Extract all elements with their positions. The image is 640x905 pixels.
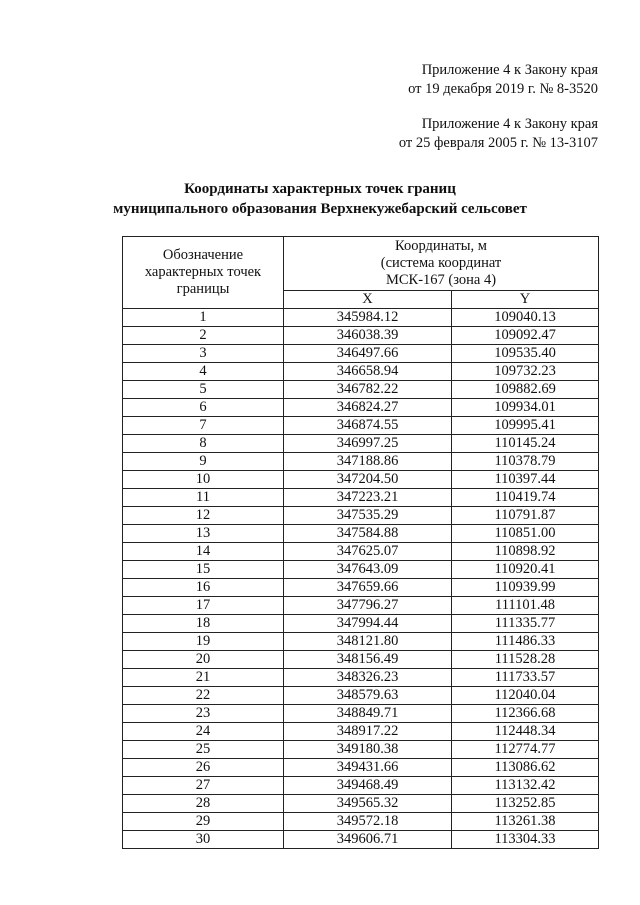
point-number: 25	[123, 741, 284, 759]
x-value: 347643.09	[284, 561, 452, 579]
x-value: 348121.80	[284, 633, 452, 651]
x-value: 347994.44	[284, 615, 452, 633]
point-number: 13	[123, 525, 284, 543]
x-value: 349180.38	[284, 741, 452, 759]
y-value: 109995.41	[452, 417, 599, 435]
coordinates-table	[122, 236, 599, 849]
document-title	[0, 179, 640, 219]
point-number: 11	[123, 489, 284, 507]
x-value: 349606.71	[284, 831, 452, 849]
y-value: 109732.23	[452, 363, 599, 381]
point-number: 28	[123, 795, 284, 813]
table-row	[123, 381, 599, 399]
point-number: 14	[123, 543, 284, 561]
x-value: 347659.66	[284, 579, 452, 597]
y-value: 112448.34	[452, 723, 599, 741]
y-value: 111528.28	[452, 651, 599, 669]
x-value: 347625.07	[284, 543, 452, 561]
point-number: 5	[123, 381, 284, 399]
x-value: 347535.29	[284, 507, 452, 525]
table-row	[123, 363, 599, 381]
y-value: 111101.48	[452, 597, 599, 615]
x-value: 348156.49	[284, 651, 452, 669]
point-number: 9	[123, 453, 284, 471]
point-number: 2	[123, 327, 284, 345]
x-value: 348579.63	[284, 687, 452, 705]
x-value: 348326.23	[284, 669, 452, 687]
y-value: 112774.77	[452, 741, 599, 759]
x-value: 349431.66	[284, 759, 452, 777]
point-number: 18	[123, 615, 284, 633]
table-row	[123, 777, 599, 795]
point-number: 15	[123, 561, 284, 579]
annex-reference-new	[408, 61, 598, 99]
y-value: 110791.87	[452, 507, 599, 525]
table-row	[123, 705, 599, 723]
x-value: 348917.22	[284, 723, 452, 741]
point-number: 4	[123, 363, 284, 381]
x-column-header: X	[284, 291, 452, 309]
table-row	[123, 741, 599, 759]
coords-header-line: (система координат	[380, 255, 502, 271]
table-row	[123, 561, 599, 579]
coords-header-line: Координаты, м	[395, 238, 487, 254]
x-value: 349565.32	[284, 795, 452, 813]
table-row	[123, 633, 599, 651]
table-row	[123, 417, 599, 435]
x-value: 345984.12	[284, 309, 452, 327]
table-row	[123, 579, 599, 597]
point-number: 29	[123, 813, 284, 831]
x-value: 346782.22	[284, 381, 452, 399]
y-value: 113132.42	[452, 777, 599, 795]
table-row	[123, 615, 599, 633]
y-value: 110851.00	[452, 525, 599, 543]
y-value: 110378.79	[452, 453, 599, 471]
table-row	[123, 831, 599, 849]
y-value: 109882.69	[452, 381, 599, 399]
x-value: 347584.88	[284, 525, 452, 543]
point-number: 30	[123, 831, 284, 849]
y-value: 113304.33	[452, 831, 599, 849]
x-value: 346038.39	[284, 327, 452, 345]
y-value: 111486.33	[452, 633, 599, 651]
point-number: 26	[123, 759, 284, 777]
x-value: 349572.18	[284, 813, 452, 831]
table-row	[123, 345, 599, 363]
point-number: 20	[123, 651, 284, 669]
table-row	[123, 453, 599, 471]
table-row	[123, 309, 599, 327]
title-line: Координаты характерных точек границ	[184, 181, 456, 197]
y-value: 111733.57	[452, 669, 599, 687]
y-value: 110397.44	[452, 471, 599, 489]
point-number: 1	[123, 309, 284, 327]
x-value: 347188.86	[284, 453, 452, 471]
table-row	[123, 723, 599, 741]
coords-header-line: МСК-167 (зона 4)	[385, 272, 497, 288]
point-number: 16	[123, 579, 284, 597]
y-value: 112040.04	[452, 687, 599, 705]
point-number: 7	[123, 417, 284, 435]
table-row	[123, 687, 599, 705]
x-value: 347204.50	[284, 471, 452, 489]
x-value: 347223.21	[284, 489, 452, 507]
annex-line: Приложение 4 к Закону края	[421, 116, 598, 132]
point-number: 27	[123, 777, 284, 795]
point-number: 22	[123, 687, 284, 705]
table-row	[123, 525, 599, 543]
table-row	[123, 813, 599, 831]
x-value: 346874.55	[284, 417, 452, 435]
table-row	[123, 327, 599, 345]
y-value: 110939.99	[452, 579, 599, 597]
y-value: 110145.24	[452, 435, 599, 453]
title-line: муниципального образования Верхнекужебарский сельсовет	[113, 201, 527, 217]
y-column-header: Y	[452, 291, 599, 309]
table-row	[123, 489, 599, 507]
annex-reference-old	[399, 115, 598, 153]
y-value: 111335.77	[452, 615, 599, 633]
table-row	[123, 597, 599, 615]
x-value: 347796.27	[284, 597, 452, 615]
table-row	[123, 795, 599, 813]
y-value: 110898.92	[452, 543, 599, 561]
y-value: 109934.01	[452, 399, 599, 417]
point-number: 12	[123, 507, 284, 525]
x-value: 348849.71	[284, 705, 452, 723]
annex-date-line: от 19 декабря 2019 г. № 8-3520	[408, 81, 598, 97]
y-value: 109535.40	[452, 345, 599, 363]
y-value: 110920.41	[452, 561, 599, 579]
x-value: 346824.27	[284, 399, 452, 417]
coordinates-header	[284, 237, 599, 291]
point-column-header: Обозначение характерных точек границы	[123, 237, 284, 309]
point-number: 24	[123, 723, 284, 741]
table-row	[123, 759, 599, 777]
point-number: 21	[123, 669, 284, 687]
y-value: 113261.38	[452, 813, 599, 831]
x-value: 346497.66	[284, 345, 452, 363]
point-number: 17	[123, 597, 284, 615]
y-value: 110419.74	[452, 489, 599, 507]
table-row	[123, 669, 599, 687]
table-row	[123, 507, 599, 525]
x-value: 346658.94	[284, 363, 452, 381]
point-number: 23	[123, 705, 284, 723]
point-number: 10	[123, 471, 284, 489]
point-number: 6	[123, 399, 284, 417]
table-row	[123, 651, 599, 669]
y-value: 109092.47	[452, 327, 599, 345]
x-value: 346997.25	[284, 435, 452, 453]
table-row	[123, 399, 599, 417]
table-row	[123, 471, 599, 489]
y-value: 113252.85	[452, 795, 599, 813]
table-row	[123, 543, 599, 561]
y-value: 109040.13	[452, 309, 599, 327]
x-value: 349468.49	[284, 777, 452, 795]
point-number: 19	[123, 633, 284, 651]
point-number: 8	[123, 435, 284, 453]
table-row	[123, 435, 599, 453]
y-value: 113086.62	[452, 759, 599, 777]
y-value: 112366.68	[452, 705, 599, 723]
annex-date-line: от 25 февраля 2005 г. № 13-3107	[398, 135, 598, 151]
point-number: 3	[123, 345, 284, 363]
annex-line: Приложение 4 к Закону края	[421, 62, 598, 78]
